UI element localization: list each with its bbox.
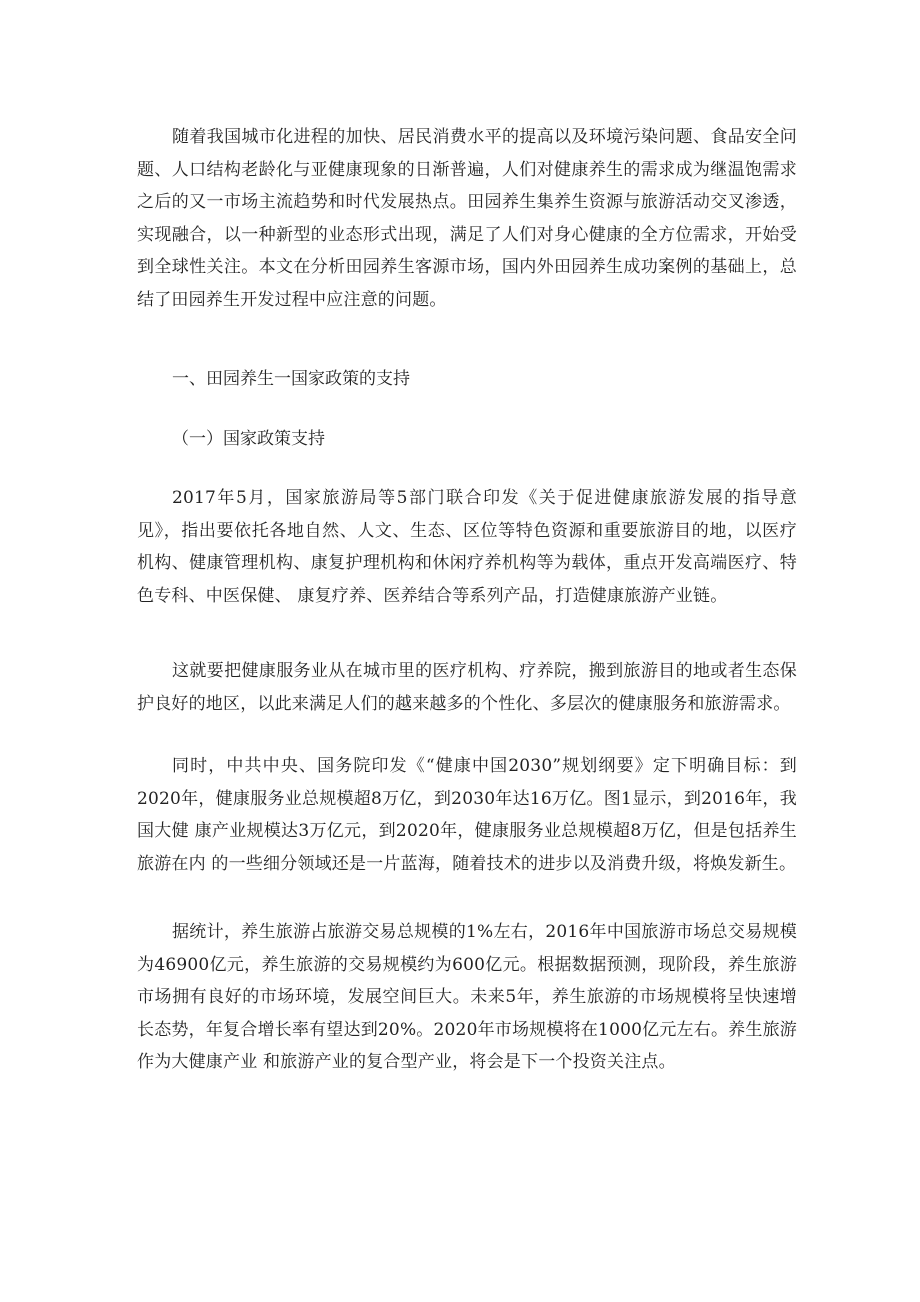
market-statistics-paragraph: 据统计，养生旅游占旅游交易总规模的1%左右，2016年中国旅游市场总交易规模为46900亿元，养生旅游的交易规模约为600亿元。根据数据预测，现阶段，养生旅游市场拥有良好的市场环境，发展空间巨大。未来5年，养生旅游的市场规模将呈快速增长态势，年复合增长率有望达到20%。2020年市场规模将在1000亿元左右。养生旅游作为大健康产业 和旅游产业的复合型产业，将会是下一个投资关注点。 xyxy=(137,922,797,1072)
healthy-china-paragraph: 同时，中共中央、国务院印发《“健康中国2030”规划纲要》定下明确目标：到2020年，健康服务业总规模超8万亿，到2030年达16万亿。图1显示，到2016年，我国大健 康产业规模达3万亿元，到2020年，健康服务业总规模超8万亿，但是包括养生旅游在内 的一些细分领域还是一片蓝海，随着技术的进步以及消费升级，将焕发新生。 xyxy=(137,756,797,874)
section-heading: 一、田园养生一国家政策的支持 xyxy=(172,369,410,389)
subsection-heading: （一）国家政策支持 xyxy=(172,429,325,449)
health-service-paragraph: 这就要把健康服务业从在城市里的医疗机构、疗养院，搬到旅游目的地或者生态保护良好的地区，以此来满足人们的越来越多的个性化、多层次的健康服务和旅游需求。 xyxy=(137,661,797,714)
intro-paragraph: 随着我国城市化进程的加快、居民消费水平的提高以及环境污染问题、食品安全问题、人口结构老龄化与亚健康现象的日渐普遍，人们对健康养生的需求成为继温饱需求之后的又一市场主流趋势和时代发展热点。田园养生集养生资源与旅游活动交叉渗透，实现融合，以一种新型的业态形式出现，满足了人们对身心健康的全方位需求，开始受到全球性关注。本文在分析田园养生客源市场，国内外田园养生成功案例的基础上，总结了田园养生开发过程中应注意的问题。 xyxy=(137,127,797,310)
policy-paragraph: 2017年5月，国家旅游局等5部门联合印发《关于促进健康旅游发展的指导意见》，指出要依托各地自然、人文、生态、区位等特色资源和重要旅游目的地，以医疗机构、健康管理机构、康复护理机构和休闲疗养机构等为载体，重点开发高端医疗、特色专科、中医保健、 康复疗养、医养结合等系列产品，打造健康旅游产业链。 xyxy=(137,488,797,606)
